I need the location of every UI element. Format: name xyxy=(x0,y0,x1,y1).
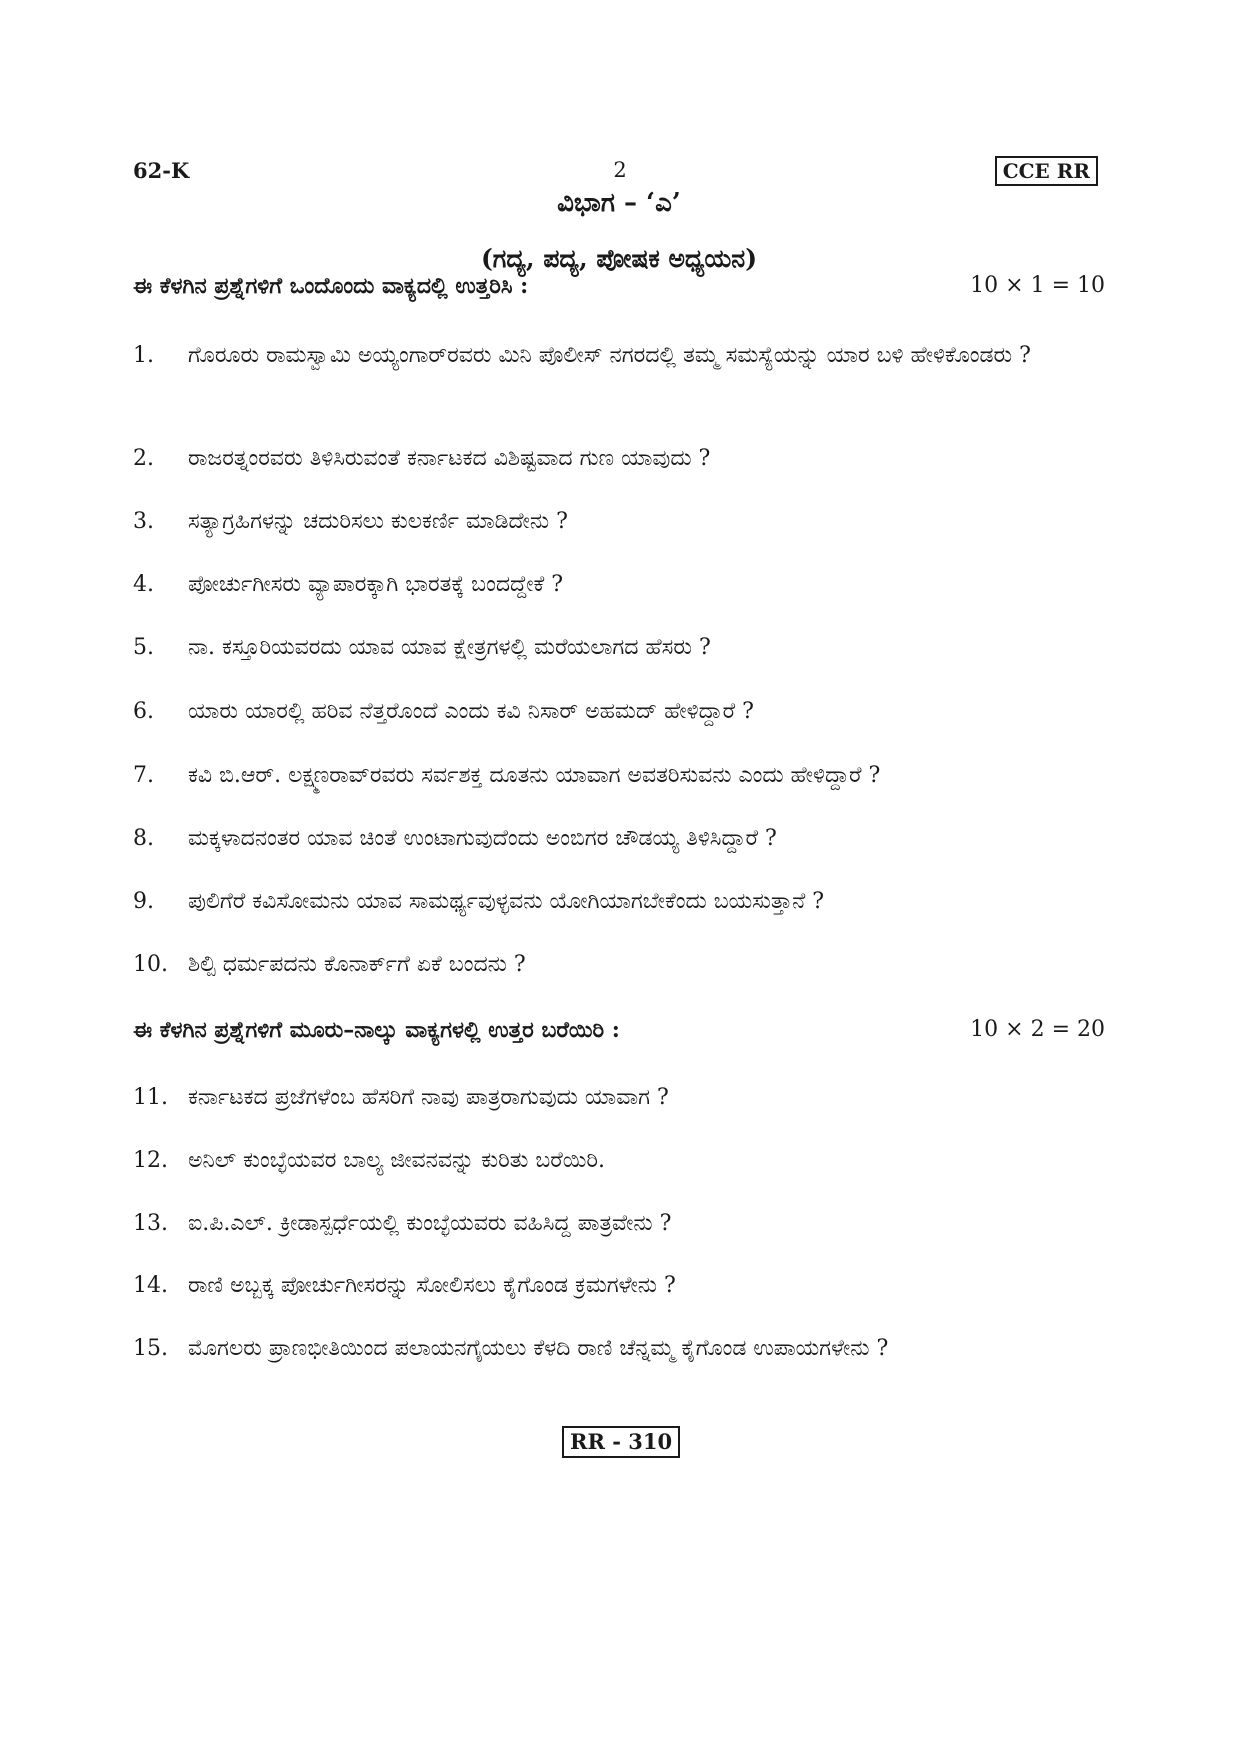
question-number: 1. xyxy=(133,343,154,368)
question-item xyxy=(133,439,1105,479)
question-number: 8. xyxy=(133,826,154,851)
question-item xyxy=(133,819,1105,859)
question-text: ಕರ್ನಾಟಕದ ಪ್ರಜೆಗಳೆಂಬ ಹೆಸರಿಗೆ ನಾವು ಪಾತ್ರರಾಗುವುದು ಯಾವಾಗ ? xyxy=(188,1085,669,1110)
question-number: 13. xyxy=(133,1211,168,1236)
question-number: 9. xyxy=(133,889,154,914)
question-item xyxy=(133,756,1105,796)
question-number: 10. xyxy=(133,952,168,977)
question-number: 5. xyxy=(133,635,154,660)
question-text: ರಾಣಿ ಅಬ್ಬಕ್ಕ ಪೋರ್ಚುಗೀಸರನ್ನು ಸೋಲಿಸಲು ಕೈಗೊಂಡ ಕ್ರಮಗಳೇನು ? xyxy=(188,1273,676,1298)
question-item xyxy=(133,882,1105,922)
instruction-marks: 10 × 2 = 20 xyxy=(970,1017,1105,1042)
question-item xyxy=(133,1204,1105,1244)
question-number: 4. xyxy=(133,572,154,597)
question-number: 3. xyxy=(133,509,154,534)
question-number: 6. xyxy=(133,699,154,724)
question-text: ಪೋರ್ಚುಗೀಸರು ವ್ಯಾಪಾರಕ್ಕಾಗಿ ಭಾರತಕ್ಕೆ ಬಂದದ್ದೇಕೆ ? xyxy=(188,572,564,597)
instruction-2 xyxy=(133,1017,1105,1043)
question-text: ಸತ್ಯಾಗ್ರಹಿಗಳನ್ನು ಚದುರಿಸಲು ಕುಲಕರ್ಣಿ ಮಾಡಿದೇನು ? xyxy=(188,509,568,534)
question-number: 2. xyxy=(133,446,154,471)
question-number: 14. xyxy=(133,1273,168,1298)
cce-rr-box: CCE RR xyxy=(995,156,1098,186)
question-item xyxy=(133,1078,1105,1118)
question-text: ಕವಿ ಬಿ.ಆರ್. ಲಕ್ಷ್ಮಣರಾವ್‌ರವರು ಸರ್ವಶಕ್ತ ದೂತನು ಯಾವಾಗ ಅವತರಿಸುವನು ಎಂದು ಹೇಳಿದ್ದಾರೆ ? xyxy=(188,763,881,788)
question-item xyxy=(133,1266,1105,1306)
instruction-marks: 10 × 1 = 10 xyxy=(970,273,1105,298)
question-item xyxy=(133,692,1105,732)
question-item xyxy=(133,1141,1105,1181)
instruction-text: ಈ ಕೆಳಗಿನ ಪ್ರಶ್ನೆಗಳಿಗೆ ಮೂರು–ನಾಲ್ಕು ವಾಕ್ಯಗಳಲ್ಲಿ ಉತ್ತರ ಬರೆಯಿರಿ : xyxy=(133,1017,620,1043)
question-number: 11. xyxy=(133,1085,168,1110)
page-number: 2 xyxy=(613,158,627,182)
question-text: ಐ.ಪಿ.ಎಲ್. ಕ್ರೀಡಾಸ್ಪರ್ಧೆಯಲ್ಲಿ ಕುಂಬ್ಳೆಯವರು ವಹಿಸಿದ್ದ ಪಾತ್ರವೇನು ? xyxy=(188,1211,672,1236)
question-text: ಮಕ್ಕಳಾದನಂತರ ಯಾವ ಚಿಂತೆ ಉಂಟಾಗುವುದೆಂದು ಅಂಬಿಗರ ಚೌಡಯ್ಯ ತಿಳಿಸಿದ್ದಾರೆ ? xyxy=(188,826,777,851)
question-text: ರಾಜರತ್ನಂರವರು ತಿಳಿಸಿರುವಂತೆ ಕರ್ನಾಟಕದ ವಿಶಿಷ್ಟವಾದ ಗುಣ ಯಾವುದು ? xyxy=(188,446,711,471)
rr-310-box: RR - 310 xyxy=(562,1426,680,1458)
question-text: ನಾ. ಕಸ್ತೂರಿಯವರದು ಯಾವ ಯಾವ ಕ್ಷೇತ್ರಗಳಲ್ಲಿ ಮರೆಯಲಾಗದ ಹೆಸರು ? xyxy=(188,635,711,660)
instruction-1 xyxy=(133,273,1105,299)
instruction-text: ಈ ಕೆಳಗಿನ ಪ್ರಶ್ನೆಗಳಿಗೆ ಒಂದೊಂದು ವಾಕ್ಯದಲ್ಲಿ ಉತ್ತರಿಸಿ : xyxy=(133,273,529,299)
question-number: 12. xyxy=(133,1148,168,1173)
question-item xyxy=(133,628,1105,668)
question-text: ಅನಿಲ್ ಕುಂಬ್ಳೆಯವರ ಬಾಲ್ಯ ಜೀವನವನ್ನು ಕುರಿತು ಬರೆಯಿರಿ. xyxy=(188,1148,606,1173)
question-text: ಪುಲಿಗೆರೆ ಕವಿಸೋಮನು ಯಾವ ಸಾಮರ್ಥ್ಯವುಳ್ಳವನು ಯೋಗಿಯಾಗಬೇಕೆಂದು ಬಯಸುತ್ತಾನೆ ? xyxy=(188,889,825,914)
question-text: ಮೊಗಲರು ಪ್ರಾಣಭೀತಿಯಿಂದ ಪಲಾಯನಗೈಯಲು ಕೆಳದಿ ರಾಣಿ ಚೆನ್ನಮ್ಮ ಕೈಗೊಂಡ ಉಪಾಯಗಳೇನು ? xyxy=(188,1336,889,1361)
paper-code: 62-K xyxy=(133,158,190,183)
question-item xyxy=(133,502,1105,542)
question-item xyxy=(133,565,1105,605)
question-text: ಶಿಲ್ಪಿ ಧರ್ಮಪದನು ಕೊನಾರ್ಕ್‌ಗೆ ಏಕೆ ಬಂದನು ? xyxy=(188,952,526,977)
question-item xyxy=(133,336,1105,376)
question-text: ಯಾರು ಯಾರಲ್ಲಿ ಹರಿವ ನೆತ್ತರೊಂದೆ ಎಂದು ಕವಿ ನಿಸಾರ್ ಅಹಮದ್ ಹೇಳಿದ್ದಾರೆ ? xyxy=(188,699,754,724)
question-item xyxy=(133,1329,1105,1369)
question-item xyxy=(133,945,1105,985)
question-number: 7. xyxy=(133,763,154,788)
section-subtitle: (ಗದ್ಯ, ಪದ್ಯ, ಪೋಷಕ ಅಧ್ಯಯನ) xyxy=(480,244,758,273)
section-title: ವಿಭಾಗ – ‘ಎ’ xyxy=(557,188,681,218)
question-number: 15. xyxy=(133,1336,168,1361)
question-text: ಗೊರೂರು ರಾಮಸ್ವಾಮಿ ಅಯ್ಯಂಗಾರ್‌ರವರು ಮಿನಿ ಪೊಲೀಸ್ ನಗರದಲ್ಲಿ ತಮ್ಮ ಸಮಸ್ಯೆಯನ್ನು ಯಾರ ಬಳಿ ಹೇಳಿಕೊಂಡರು ? xyxy=(188,343,1031,368)
